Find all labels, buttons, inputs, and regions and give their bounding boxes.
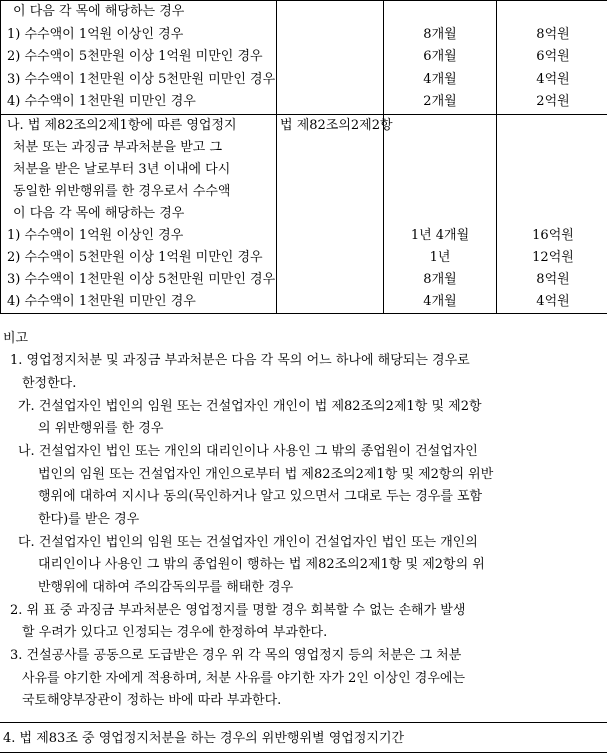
period-value: 1년 [429,249,451,265]
table-text-line: 나. 법 제82조의2제1항에 따른 영업정지 [7,117,237,133]
table-row [1,114,607,313]
period-value: 6개월 [423,49,457,64]
table-text-line: 4) 수수액이 1천만원 미만인 경우 [7,293,196,309]
legal-basis-text: 법 제82조의2제2항 [280,117,393,133]
amount-value [497,181,607,203]
penalty-amount-cell [497,1,607,115]
remark-line: 한다)를 받은 경우 [38,512,140,527]
period-value [384,115,496,137]
remark-line: 행위에 대하여 지시나 동의(묵인하거나 알고 있으면서 그대로 두는 경우를 포함 [38,489,483,504]
table-text-line: 1) 수수액이 1억원 이상인 경우 [7,26,184,42]
remark-line: 대리인이나 사용인 그 밖의 종업원이 행하는 법 제82조의2제1항 및 제2항의 위 [38,557,485,572]
table-text-line: 이 다음 각 목에 해당하는 경우 [13,205,185,221]
legal-basis-cell [277,1,384,115]
divider [0,752,607,753]
legal-basis-text [277,1,383,24]
violation-cell [1,114,277,313]
amount-value [497,159,607,181]
amount-value: 16억원 [532,227,574,243]
section-heading: 4. 법 제83조 중 영업정지처분을 하는 경우의 위반행위별 영업정지기간 [3,731,405,746]
remark-line: 반행위에 대하여 주의감독의무를 해태한 경우 [38,580,294,595]
period-value [384,1,496,24]
table-text-line: 처분을 받은 날로부터 3년 이내에 다시 [13,161,231,177]
amount-value: 8억원 [536,26,570,42]
remark-line: 나. 건설업자인 법인 또는 개인의 대리인이나 사용인 그 밖의 종업원이 건설업자인 [18,444,478,459]
amount-value: 12억원 [532,249,574,265]
table-text-line: 이 다음 각 목에 해당하는 경우 [13,4,185,19]
period-value: 4개월 [423,293,457,309]
remark-line: 할 우려가 있다고 인정되는 경우에 한정하여 부과한다. [22,625,328,640]
amount-value: 4억원 [536,293,570,309]
amount-value [497,1,607,24]
table-text-line: 2) 수수액이 5천만원 이상 1억원 미만인 경우 [7,49,263,64]
remarks-heading: 비고 [3,331,29,346]
amount-value: 2억원 [536,94,570,109]
period-value: 8개월 [423,26,457,42]
amount-value: 6억원 [536,49,570,64]
penalty-table [0,0,607,314]
remark-line: 법인의 임원 또는 건설업자인 개인으로부터 법 제82조의2제1항 및 제2항의 위반 [38,467,494,482]
remark-line: 다. 건설업자인 법인의 임원 또는 건설업자인 개인이 건설업자인 법인 또는 개인의 [18,535,478,550]
amount-value: 8억원 [536,271,570,287]
amount-value [497,115,607,137]
remark-line: 사유를 야기한 자에게 적용하며, 처분 사유를 야기한 자가 2인 이상인 경우에는 [22,671,466,686]
amount-value [497,137,607,159]
penalty-amount-cell [497,114,607,313]
table-text-line: 3) 수수액이 1천만원 이상 5천만원 미만인 경우 [7,271,276,287]
table-text-line: 2) 수수액이 5천만원 이상 1억원 미만인 경우 [7,249,263,265]
table-text-line: 동일한 위반행위를 한 경우로서 수수액 [13,183,231,199]
period-value [384,203,496,225]
period-value [384,137,496,159]
remark-line: 1. 영업정지처분 및 과징금 부과처분은 다음 각 목의 어느 하나에 해당되는 경우로 [10,353,470,368]
table-text-line: 1) 수수액이 1억원 이상인 경우 [7,227,184,243]
period-value: 8개월 [423,271,457,287]
table-row [1,1,607,115]
amount-value: 4억원 [536,71,570,87]
amount-value [497,203,607,225]
period-value: 4개월 [423,71,457,87]
period-value: 1년 4개월 [410,227,470,243]
table-text-line: 3) 수수액이 1천만원 이상 5천만원 미만인 경우 [7,71,276,87]
remark-line: 가. 건설업자인 법인의 임원 또는 건설업자인 개인이 법 제82조의2제1항 및 제2항 [18,399,482,414]
period-value [384,159,496,181]
period-value [384,181,496,203]
suspension-period-cell [384,114,497,313]
suspension-period-cell [384,1,497,115]
divider [0,722,607,723]
remark-line: 2. 위 표 중 과징금 부과처분은 영업정지를 명할 경우 회복할 수 없는 손해가 발생 [10,603,466,618]
period-value: 2개월 [423,94,457,109]
legal-basis-cell [277,114,393,313]
remark-line: 한정한다. [22,376,77,391]
remark-line: 의 위반행위를 한 경우 [38,421,164,436]
remark-line: 3. 건설공사를 공동으로 도급받은 경우 위 각 목의 영업정지 등의 처분은 그 처분 [10,648,462,663]
remark-line: 국토해양부장관이 정하는 바에 따라 부과한다. [22,693,282,708]
violation-cell [1,1,277,115]
table-text-line: 4) 수수액이 1천만원 미만인 경우 [7,94,196,109]
table-text-line: 처분 또는 과징금 부과처분을 받고 그 [13,139,223,155]
